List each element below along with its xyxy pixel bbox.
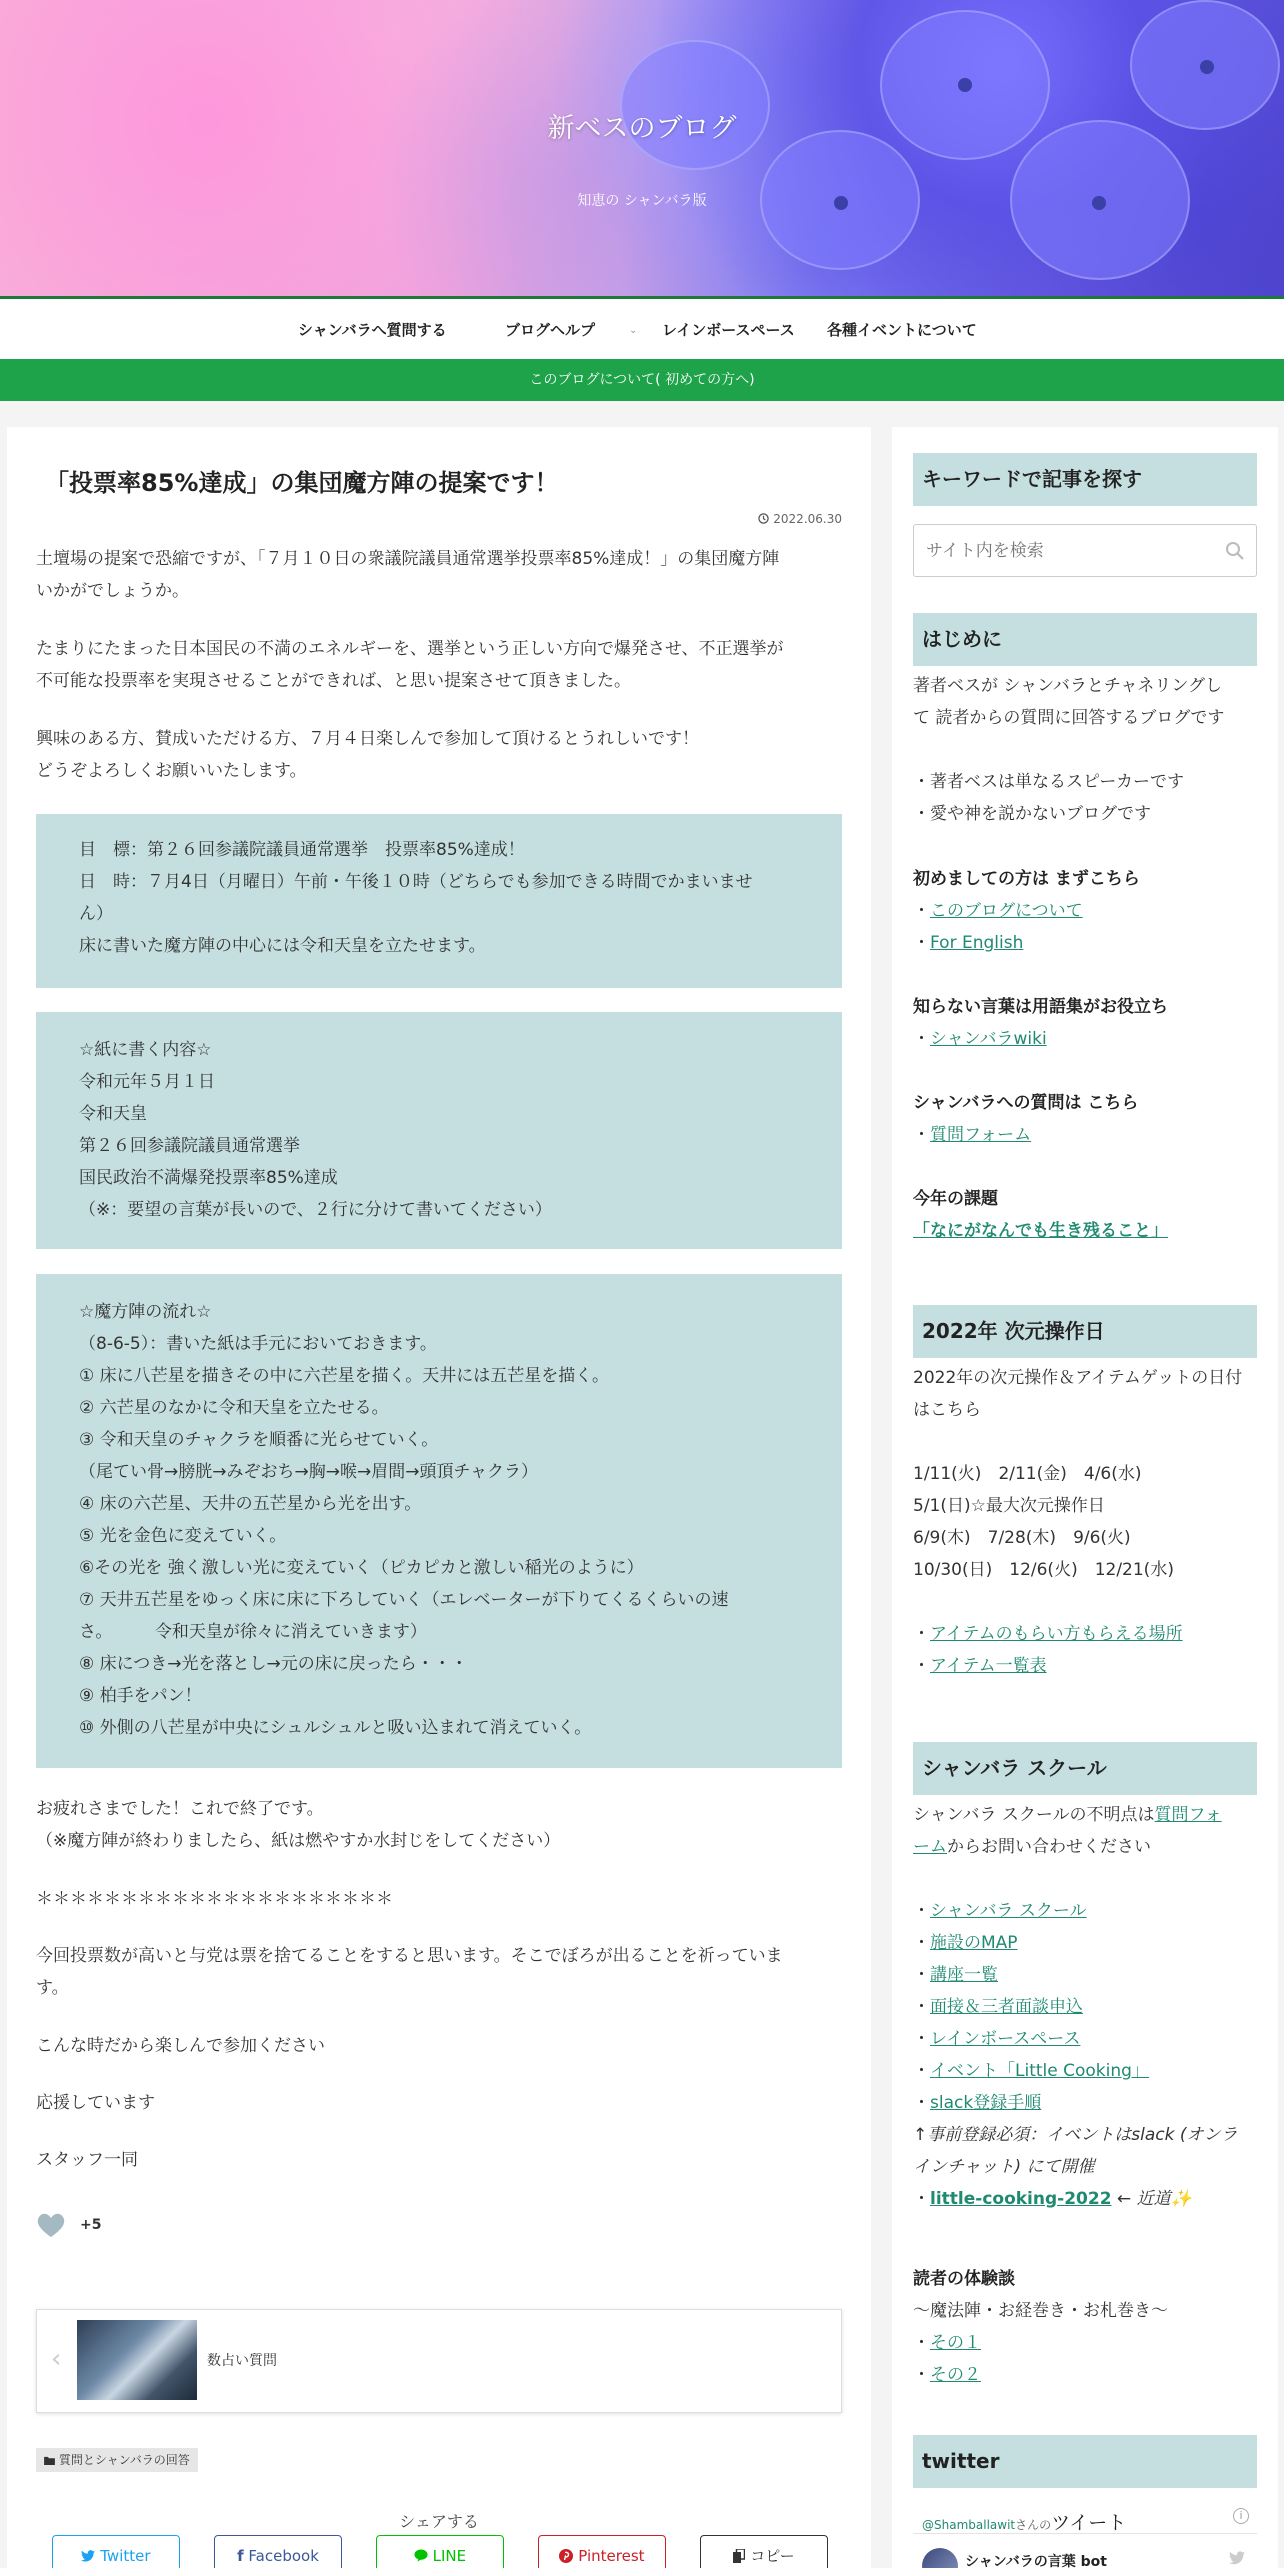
paragraph — [36, 1940, 842, 2004]
readers-links: 〜魔法陣・お経巻き・お札巻き〜 ・その１ ・その２ — [913, 2301, 1168, 2385]
link-question-form[interactable]: 質問フォーム — [930, 1125, 1032, 1145]
article-title: 「投票率85%達成」の集団魔方陣の提案です！ — [45, 469, 559, 497]
text-line: ん） — [79, 904, 113, 924]
widget-title-school: シャンバラ スクール — [913, 1742, 1257, 1795]
pinterest-icon — [559, 2549, 573, 2563]
text-line: はこちら — [913, 1400, 981, 1420]
category-badge[interactable] — [36, 2448, 198, 2472]
paragraph: スタッフ一同 — [36, 2150, 138, 2170]
nav-item-events[interactable]: 各種イベントについて — [827, 321, 977, 339]
text-line: ③ 令和天皇のチャクラを順番に光らせていく。 — [79, 1430, 439, 1450]
box-text — [79, 834, 819, 962]
schedule-text — [913, 1362, 1257, 1426]
school-desc-a: シャンバラ スクールの不明点は — [913, 1805, 1155, 1825]
text-line: ② 六芒星のなかに令和天皇を立たせる。 — [79, 1398, 389, 1418]
text-line: 令和元年５月１日 — [79, 1072, 215, 1092]
flower-center — [1200, 60, 1214, 74]
link-reader-1[interactable]: その１ — [930, 2333, 981, 2353]
text-line: ・愛や神を説かないブログです — [913, 804, 1151, 824]
link-interview[interactable]: 面接＆三者面談申込 — [930, 1997, 1083, 2017]
link-item-list[interactable]: アイテム一覧表 — [930, 1656, 1047, 1676]
share-twitter-label: Twitter — [100, 2547, 151, 2565]
text-line: 2022年の次元操作＆アイテムゲットの日付 — [913, 1368, 1243, 1388]
text-line: （※魔方陣が終わりましたら、紙は燃やすか水封じをしてください） — [36, 1831, 561, 1851]
search-input[interactable] — [914, 525, 1204, 576]
twitter-timeline-header — [913, 2500, 1257, 2534]
link-slack[interactable]: slack登録手順 — [930, 2093, 1042, 2113]
link-reader-2[interactable]: その２ — [930, 2365, 981, 2385]
twitter-handle[interactable]: @Shamballawit — [922, 2518, 1016, 2532]
first-time-links: ・このブログについて ・For English — [913, 901, 1083, 953]
twitter-account-name[interactable]: シャンバラの言葉 bot — [965, 2554, 1107, 2568]
text-line: ・著者ベスは単なるスピーカーです — [913, 772, 1184, 792]
separator-stars: ＊＊＊＊＊＊＊＊＊＊＊＊＊＊＊＊＊＊＊＊＊ — [36, 1889, 393, 1909]
site-subtitle: 知恵の シャンバラ版 — [577, 193, 707, 209]
clock-icon — [758, 513, 769, 524]
heart-icon[interactable] — [36, 2211, 66, 2239]
share-facebook-button[interactable] — [214, 2535, 342, 2568]
text-line: ④ 床の六芒星、天井の五芒星から光を出す。 — [79, 1494, 422, 1514]
theme-links — [913, 1215, 1257, 1247]
intro-bullets — [913, 766, 1257, 830]
theme-heading: 今年の課題 — [913, 1189, 998, 1209]
text-line: ① 床に八芒星を描きその中に六芒星を描く。天井には五芒星を描く。 — [79, 1366, 609, 1386]
nav-item-help[interactable] — [505, 299, 637, 359]
school-desc — [913, 1799, 1257, 1863]
prev-post-thumbnail — [77, 2320, 197, 2400]
nav-item-rainbow[interactable]: レインボースペース — [662, 321, 795, 339]
first-time-heading: 初めましての方は まずこちら — [913, 869, 1140, 889]
info-box-flow — [36, 1274, 842, 1768]
text-line: 床に書いた魔方陣の中心には令和天皇を立たせます。 — [79, 936, 486, 956]
text-line: す。 — [36, 1978, 69, 1998]
glossary-heading: 知らない言葉は用語集がお役立ち — [913, 997, 1168, 1017]
share-line-button[interactable] — [376, 2535, 504, 2568]
facebook-icon: f — [237, 2547, 244, 2565]
info-box-schedule — [36, 814, 842, 988]
box-text — [79, 1034, 819, 1226]
notice-banner[interactable]: このブログについて( 初めての方へ) — [0, 359, 1284, 401]
text-line: どうぞよろしくお願いいたします。 — [36, 761, 307, 781]
prev-post-card[interactable] — [36, 2309, 842, 2413]
question-heading: シャンバラへの質問は こちら — [913, 1093, 1139, 1113]
article-card — [7, 427, 871, 2568]
text-line: ☆魔方陣の流れ☆ — [79, 1302, 212, 1322]
text-line: ⑥その光を 強く激しい光に変えていく（ピカピカと激しい稲光のように） — [79, 1558, 644, 1578]
text-line: 日 時：７月4日（月曜日）午前・午後１０時（どちらでも参加できる時間でかまいませ — [79, 872, 753, 892]
twitter-handle-suffix: さんの — [1015, 2518, 1052, 2532]
chevron-left-icon: ‹ — [51, 2344, 62, 2374]
text-line: （尾てい骨→膀胱→みぞおち→胸→喉→眉間→頭頂チャクラ） — [79, 1462, 538, 1482]
line-icon — [414, 2549, 428, 2562]
text-line: て 読者からの質問に回答するブログです — [913, 708, 1225, 728]
text-line: 6/9(木) 7/28(木) 9/6(火) — [913, 1528, 1131, 1548]
link-item-howto[interactable]: アイテムのもらい方もらえる場所 — [930, 1624, 1183, 1644]
search-icon[interactable] — [1224, 540, 1246, 562]
text-line: ⑦ 天井五芒星をゆっく床に床に下ろしていく（エレベーターが下りてくるくらいの速 — [79, 1590, 729, 1610]
text-line: （8-6-5）：書いた紙は手元においておきます。 — [79, 1334, 437, 1354]
share-pinterest-label: Pinterest — [578, 2547, 645, 2565]
flower-center — [958, 78, 972, 92]
question-links: ・質問フォーム — [913, 1125, 1032, 1145]
glossary-links: ・シャンバラwiki — [913, 1029, 1047, 1049]
share-twitter-button[interactable] — [52, 2535, 180, 2568]
link-rainbow-space[interactable]: レインボースペース — [930, 2029, 1081, 2049]
text-line: 第２６回参議院議員通常選挙 — [79, 1136, 300, 1156]
link-cooking-2022[interactable]: little-cooking-2022 — [930, 2189, 1112, 2209]
text-line: ⑩ 外側の八芒星が中央にシュルシュルと吸い込まれて消えていく。 — [79, 1718, 592, 1738]
text-line: インチャット) にて開催 — [913, 2157, 1095, 2177]
paragraph — [36, 543, 842, 607]
search-box — [913, 524, 1257, 577]
share-line-label: LINE — [432, 2547, 467, 2565]
prev-post-title: 数占い質問 — [207, 2353, 277, 2369]
text-line: 目 標：第２６回参議院議員通常選挙 投票率85%達成！ — [79, 840, 525, 860]
folder-icon — [44, 2456, 55, 2465]
share-label: シェアする — [399, 2512, 479, 2531]
link-school[interactable]: シャンバラ スクール — [930, 1901, 1087, 1921]
share-facebook-label: Facebook — [248, 2547, 319, 2565]
twitter-icon — [81, 2550, 95, 2562]
share-copy-label: コピー — [750, 2547, 795, 2565]
readers-heading: 読者の体験談 — [913, 2269, 1015, 2289]
twitter-header-text — [922, 2508, 1126, 2535]
widget-title-twitter: twitter — [913, 2435, 1257, 2488]
paragraph — [36, 723, 842, 787]
readers-sub: 〜魔法陣・お経巻き・お札巻き〜 — [913, 2301, 1168, 2321]
link-map[interactable]: 施設のMAP — [930, 1933, 1018, 1953]
school-links: ・シャンバラ スクール ・施設のMAP ・講座一覧 ・面接＆三者面談申込 ・レインボースペース ・イベント「Little Cooking」 ・slack登録手順 ↑事前登録必須：イベントはslack (オンラ インチャット) にて開催 ・little-cooking-2022 ← 近道✨ — [913, 1901, 1238, 2209]
link-wiki[interactable]: シャンバラwiki — [930, 1029, 1047, 1049]
widget-title-schedule: 2022年 次元操作日 — [913, 1305, 1257, 1358]
box-text — [79, 1296, 819, 1744]
text-line: いかがでしょうか。 — [36, 581, 189, 601]
category-label: 質問とシャンバラの回答 — [58, 2453, 190, 2467]
twitter-tweet-label: ツイート — [1051, 2512, 1127, 2534]
text-line: 不可能な投票率を実現させることができれば、と思い提案させて頂きました。 — [36, 671, 631, 691]
text-line: ☆紙に書く内容☆ — [79, 1040, 212, 1060]
text-line: 令和天皇 — [79, 1104, 147, 1124]
post-date-text: 2022.06.30 — [773, 512, 842, 526]
text-line: 1/11(火) 2/11(金) 4/6(水) — [913, 1464, 1142, 1484]
paragraph — [36, 633, 842, 697]
text-line: お疲れさまでした！これで終了です。 — [36, 1799, 324, 1819]
link-for-english[interactable]: For English — [930, 933, 1024, 953]
post-date — [758, 512, 842, 526]
like-count: +5 — [80, 2217, 102, 2233]
text-line: さ。 令和天皇が徐々に消えていきます） — [79, 1622, 427, 1642]
cooking-shortcut: ← 近道✨ — [1111, 2189, 1192, 2209]
petal — [620, 40, 770, 170]
chevron-down-icon: ⌄ — [629, 325, 638, 336]
header-image — [0, 0, 1284, 298]
info-box-paper — [36, 1012, 842, 1249]
nav-item-help-label: ブログヘルプ — [505, 321, 596, 339]
nav-item-question[interactable]: シャンバラへ質問する — [298, 321, 447, 339]
link-theme[interactable]: 「なにがなんでも生き残ること」 — [913, 1221, 1168, 1241]
schedule-links: ・アイテムのもらい方もらえる場所 ・アイテム一覧表 — [913, 1624, 1183, 1676]
sidebar — [892, 427, 1278, 2568]
paragraph: 応援しています — [36, 2093, 155, 2113]
link-courses[interactable]: 講座一覧 — [930, 1965, 998, 1985]
text-line: 5/1(日)☆最大次元操作日 — [913, 1496, 1105, 1516]
share-pinterest-button[interactable] — [538, 2535, 666, 2568]
text-line: 興味のある方、賛成いただける方、７月４日楽しんで参加して頂けるとうれしいです！ — [36, 729, 699, 749]
text-line: （※：要望の言葉が長いので、２行に分けて書いてください） — [79, 1200, 552, 1220]
paragraph — [36, 1793, 842, 1857]
copy-icon — [733, 2549, 745, 2563]
link-about-blog[interactable]: このブログについて — [930, 901, 1083, 921]
share-copy-button[interactable] — [700, 2535, 828, 2568]
text-line: 国民政治不満爆発投票率85%達成 — [79, 1168, 338, 1188]
twitter-bird-icon — [1229, 2551, 1245, 2565]
text-line: ⑧ 床につき→光を落とし→元の床に戻ったら・・・ — [79, 1654, 468, 1674]
text-line: ⑤ 光を金色に変えていく。 — [79, 1526, 287, 1546]
text-line: 10/30(日) 12/6(火) 12/21(水) — [913, 1560, 1174, 1580]
intro-text — [913, 670, 1257, 734]
widget-title-search: キーワードで記事を探す — [913, 453, 1257, 506]
site-title[interactable]: 新ベスのブログ — [547, 113, 737, 144]
text-line: たまりにたまった日本国民の不満のエネルギーを、選挙という正しい方向で爆発させ、不正選挙が — [36, 639, 784, 659]
school-desc-b: からお問い合わせください — [947, 1837, 1151, 1857]
link-little-cooking[interactable]: イベント「Little Cooking」 — [930, 2061, 1149, 2081]
link-question-form-b[interactable]: ーム — [913, 1837, 947, 1857]
text-line: 土壇場の提案で恐縮ですが、「７月１０日の衆議院議員通常選挙投票率85%達成！」の集団魔方陣 — [36, 549, 780, 569]
global-nav — [0, 299, 1284, 359]
avatar[interactable] — [922, 2548, 958, 2568]
text-line: ⑨ 柏手をパン！ — [79, 1686, 202, 1706]
text-line: 今回投票数が高いと与党は票を捨てることをすると思います。そこでぼろが出ることを祈っていま — [36, 1946, 783, 1966]
link-question-form-a[interactable]: 質問フォ — [1154, 1805, 1222, 1825]
widget-title-intro: はじめに — [913, 613, 1257, 666]
text-line: ↑事前登録必須：イベントはslack (オンラ — [913, 2125, 1238, 2145]
info-icon[interactable]: i — [1233, 2508, 1249, 2524]
paragraph: こんな時だから楽しんで参加ください — [36, 2036, 325, 2056]
text-line: 著者ベスが シャンバラとチャネリングし — [913, 676, 1223, 696]
schedule-dates — [913, 1458, 1257, 1586]
